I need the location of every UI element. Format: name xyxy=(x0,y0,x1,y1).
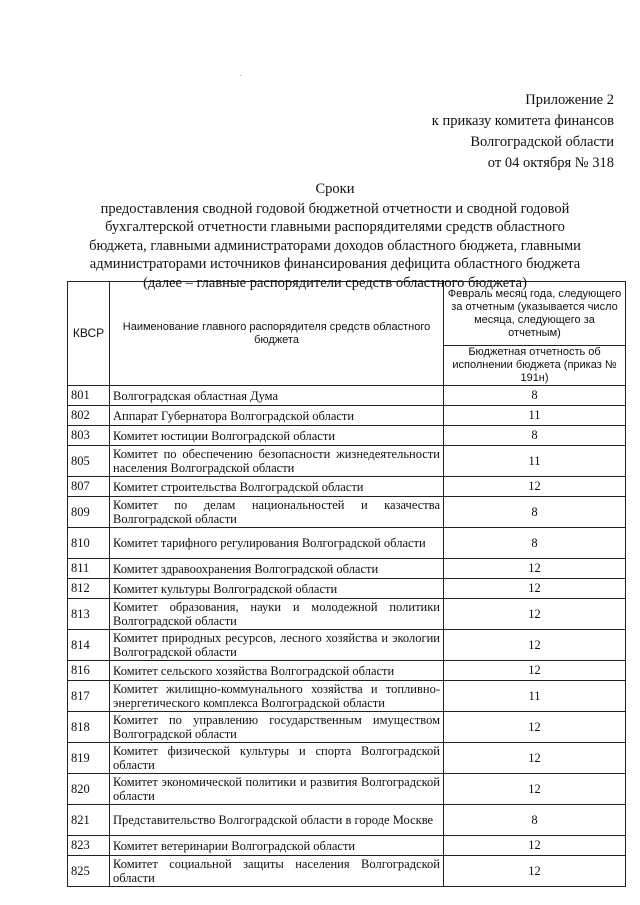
row-code: 813 xyxy=(68,599,110,630)
row-name: Комитет физической культуры и спорта Волгоградской области xyxy=(110,743,444,774)
row-code: 810 xyxy=(68,528,110,559)
row-deadline: 12 xyxy=(444,599,626,630)
appendix-line: от 04 октября № 318 xyxy=(487,155,614,171)
row-code: 809 xyxy=(68,497,110,528)
row-name: Комитет по обеспечению безопасности жизнедеятельности населения Волгоградской области xyxy=(110,446,444,477)
table-header-row xyxy=(68,282,626,346)
row-deadline: 12 xyxy=(444,559,626,579)
row-deadline: 11 xyxy=(444,406,626,426)
row-code: 812 xyxy=(68,579,110,599)
title-heading: Сроки xyxy=(315,181,355,197)
row-deadline: 12 xyxy=(444,630,626,661)
document-title xyxy=(60,180,610,293)
row-deadline: 8 xyxy=(444,497,626,528)
row-name: Комитет культуры Волгоградской области xyxy=(110,579,444,599)
row-name: Комитет образования, науки и молодежной политики Волгоградской области xyxy=(110,599,444,630)
row-name: Комитет здравоохранения Волгоградской области xyxy=(110,559,444,579)
row-name: Комитет сельского хозяйства Волгоградской области xyxy=(110,661,444,681)
row-name: Комитет социальной защиты населения Волгоградской области xyxy=(110,856,444,887)
row-name: Комитет юстиции Волгоградской области xyxy=(110,426,444,446)
row-code: 817 xyxy=(68,681,110,712)
table-row xyxy=(68,497,626,528)
appendix-line: к приказу комитета финансов xyxy=(431,113,614,129)
table-row xyxy=(68,856,626,887)
title-line: администраторами источников финансирования дефицита областного бюджета xyxy=(89,256,581,273)
row-name: Комитет по делам национальностей и казачества Волгоградской области xyxy=(110,497,444,528)
row-name: Аппарат Губернатора Волгоградской области xyxy=(110,406,444,426)
row-code: 819 xyxy=(68,743,110,774)
table-row xyxy=(68,477,626,497)
table-body xyxy=(68,386,626,887)
row-code: 807 xyxy=(68,477,110,497)
table-row xyxy=(68,661,626,681)
table-row xyxy=(68,426,626,446)
header-name: Наименование главного распорядителя средств областного бюджета xyxy=(110,282,444,386)
row-name: Комитет экономической политики и развития Волгоградской области xyxy=(110,774,444,805)
row-code: 820 xyxy=(68,774,110,805)
row-deadline: 12 xyxy=(444,661,626,681)
row-name: Комитет строительства Волгоградской области xyxy=(110,477,444,497)
table-row xyxy=(68,743,626,774)
table-row xyxy=(68,446,626,477)
row-name: Комитет тарифного регулирования Волгоградской области xyxy=(110,528,444,559)
row-name: Комитет природных ресурсов, лесного хозяйства и экологии Волгоградской области xyxy=(110,630,444,661)
scan-speck xyxy=(240,75,241,76)
row-deadline: 8 xyxy=(444,386,626,406)
deadlines-table xyxy=(67,281,626,887)
row-code: 805 xyxy=(68,446,110,477)
table-row xyxy=(68,579,626,599)
title-line: предоставления сводной годовой бюджетной отчетности и сводной годовой xyxy=(100,200,570,217)
row-code: 801 xyxy=(68,386,110,406)
table-row xyxy=(68,599,626,630)
row-name: Комитет ветеринарии Волгоградской области xyxy=(110,836,444,856)
row-code: 818 xyxy=(68,712,110,743)
row-deadline: 8 xyxy=(444,426,626,446)
row-code: 821 xyxy=(68,805,110,836)
row-name: Комитет по управлению государственным имуществом Волгоградской области xyxy=(110,712,444,743)
row-deadline: 12 xyxy=(444,836,626,856)
row-code: 814 xyxy=(68,630,110,661)
table-row xyxy=(68,630,626,661)
row-name: Представительство Волгоградской области в городе Москве xyxy=(110,805,444,836)
table-row xyxy=(68,774,626,805)
row-deadline: 11 xyxy=(444,446,626,477)
title-line: бюджета, главными администраторами доходов областного бюджета, главными xyxy=(89,237,581,254)
table-row xyxy=(68,559,626,579)
row-deadline: 12 xyxy=(444,856,626,887)
table-row xyxy=(68,386,626,406)
header-code: КВСР xyxy=(68,282,110,386)
table-row xyxy=(68,712,626,743)
table-row xyxy=(68,406,626,426)
title-line: (далее – главные распорядители средств областного бюджета) xyxy=(143,274,527,291)
appendix-block xyxy=(294,90,614,174)
row-name: Волгоградская областная Дума xyxy=(110,386,444,406)
row-deadline: 12 xyxy=(444,712,626,743)
header-deadline: Февраль месяц года, следующего за отчетным (указывается число месяца, следующего за отчетным) xyxy=(444,282,626,346)
row-deadline: 8 xyxy=(444,528,626,559)
row-deadline: 12 xyxy=(444,477,626,497)
table-row xyxy=(68,681,626,712)
row-deadline: 12 xyxy=(444,774,626,805)
table-row xyxy=(68,836,626,856)
header-subcolumn: Бюджетная отчетность об исполнении бюджета (приказ № 191н) xyxy=(444,346,626,386)
row-code: 811 xyxy=(68,559,110,579)
table-row xyxy=(68,805,626,836)
row-deadline: 12 xyxy=(444,743,626,774)
row-code: 802 xyxy=(68,406,110,426)
appendix-line: Волгоградской области xyxy=(470,134,614,150)
row-code: 816 xyxy=(68,661,110,681)
table-row xyxy=(68,528,626,559)
row-deadline: 8 xyxy=(444,805,626,836)
row-deadline: 12 xyxy=(444,579,626,599)
row-deadline: 11 xyxy=(444,681,626,712)
title-line: бухгалтерской отчетности главными распорядителями средств областного xyxy=(105,219,565,236)
row-code: 823 xyxy=(68,836,110,856)
row-code: 825 xyxy=(68,856,110,887)
appendix-line: Приложение 2 xyxy=(525,92,614,108)
row-code: 803 xyxy=(68,426,110,446)
row-name: Комитет жилищно-коммунального хозяйства и топливно-энергетического комплекса Волгоградской области xyxy=(110,681,444,712)
